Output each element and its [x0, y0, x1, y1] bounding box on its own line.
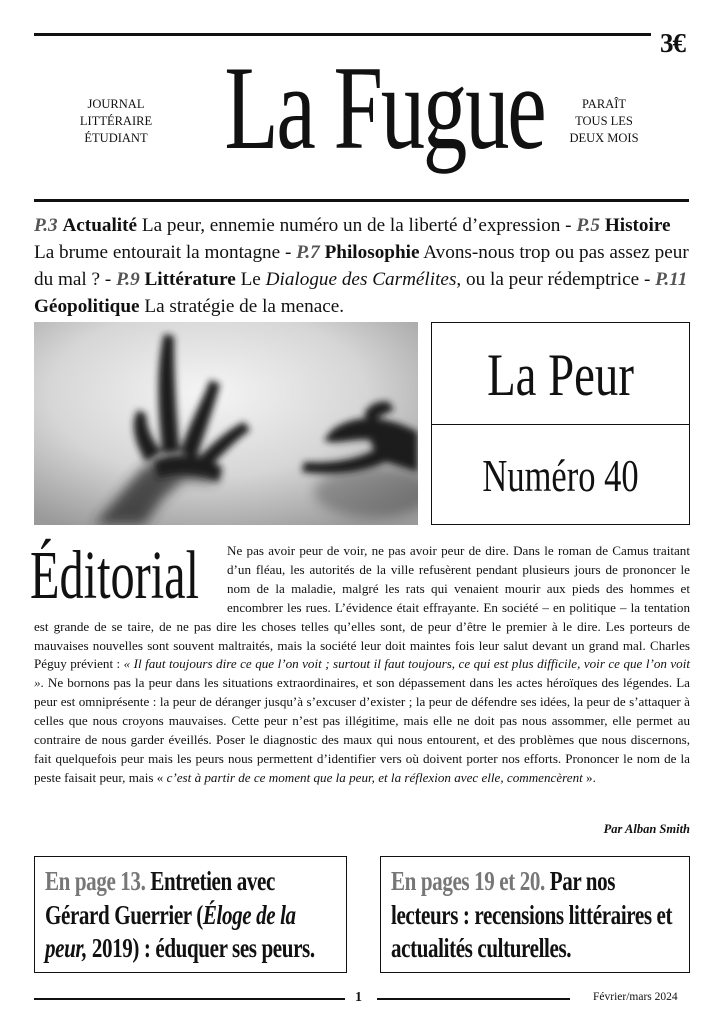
quote-mark: ». [582, 769, 596, 785]
issue-number: Numéro 40 [482, 450, 639, 501]
camus-quote: c’est à partir de ce moment que la peur, et la réflexion avec elle, commencèrent [166, 769, 583, 785]
toc-page: P.5 [576, 215, 601, 236]
footer-rule-left [34, 998, 345, 1000]
toc-book-title: Dialogue des Carmélites [265, 269, 457, 290]
teaser-page-ref: En pages 19 et 20. [391, 866, 545, 896]
teaser-readers [380, 856, 690, 973]
masthead-title: La Fugue [224, 41, 545, 174]
peguy-quote: « Il faut toujours dire ce que l’on voit ; surtout il faut toujours, ce qui est plus difficile, voir ce que l’on voit » [34, 656, 691, 691]
toc-text: , ou la peur rédemptrice - [456, 269, 656, 290]
editorial-author: Par Alban Smith [603, 822, 690, 836]
toc-page: P.9 [116, 269, 140, 290]
teaser-text: Par nos lecteurs : recensions littéraires et actualités culturelles. [391, 866, 673, 963]
teaser-book-title: Éloge de la peur, [45, 899, 296, 963]
frequency-line: TOUS LES [575, 114, 633, 128]
journal-tagline [56, 96, 176, 147]
tagline-line: JOURNAL [87, 97, 145, 111]
toc-text: Le [235, 269, 266, 290]
teaser-page-ref: En page 13. [45, 866, 146, 896]
toc-page: P.11 [655, 269, 688, 290]
toc-text: La stratégie de la menace. [139, 296, 345, 317]
toc-text: La peur, ennemie numéro un de la liberté d’expression - [137, 215, 577, 236]
price-label: 3€ [660, 28, 685, 58]
table-of-contents [34, 212, 694, 320]
tagline-line: LITTÉRAIRE [79, 114, 153, 128]
toc-text: La brume entourait la montagne - [34, 242, 297, 263]
frequency-line: PARAÎT [582, 97, 626, 111]
toc-section: Littérature [144, 269, 236, 290]
editorial-paragraph: Ne pas avoir peur de voir, ne pas avoir peur de dire. Dans le roman de Camus traitant d’un fléau, les autorités de la ville refusèrent pendant plusieurs jours de prononcer le nom de la maladie, malgré les rats qui venaient mourir aux pieds des hommes et encombrer les rues. L’évidence était effrayante. En société – en politique – la tentation est grande de se taire, de ne pas dire les choses telles qu’elles sont, de peur d’être le premier à le dire. Les porteurs de mauvaises nouvelles sont souvent maltraités, mais la société leur doit maintes fois leur salut devant un grand mal. Charles Péguy prévient : [34, 543, 690, 672]
hands-photo [34, 322, 418, 525]
toc-section: Histoire [604, 215, 671, 236]
publication-frequency [544, 96, 664, 147]
teaser-interview [34, 856, 347, 973]
frequency-line: DEUX MOIS [569, 131, 639, 145]
teaser-text: 2019) : éduquer ses peurs. [86, 933, 315, 963]
toc-section: Philosophie [324, 242, 420, 263]
page-number: 1 [355, 990, 362, 1005]
title-box-divider [432, 424, 689, 425]
toc-page: P.3 [34, 215, 58, 236]
editorial-heading: Éditorial [30, 537, 200, 613]
issue-theme: La Peur [487, 342, 634, 408]
issue-date: Février/mars 2024 [593, 991, 678, 1003]
editorial-text [34, 542, 690, 788]
toc-section: Géopolitique [34, 296, 140, 317]
editorial-paragraph: . Ne bornons pas la peur dans les situations extraordinaires, et son dépassement dans les actes héroïques des légendes. La peur est omniprésente : la peur de déranger jusqu’à s’excuser d’exister ; la peur de défendre ses idées, la peur de s’attaquer à celles que nous croyons mauvaises. Cette peur n’est pas illégitime, mais elle ne doit pas nous assommer, elle permet au contraire de nous garder éveillés. Poser le diagnostic des maux qui nous entourent, et des problèmes que nous discernons, fait quelquefois peur mais les peurs nous permettent d’identifier vers où doivent porter nos efforts. Prononcer le nom de la peste faisait peur, mais [34, 675, 690, 785]
teaser-text: Entretien avec Gérard Guerrier ( [45, 866, 275, 930]
toc-section: Actualité [62, 215, 138, 236]
top-rule [34, 33, 651, 36]
toc-text: Avons-nous trop ou pas assez peur du mal ? - [34, 242, 689, 290]
header-rule [34, 199, 689, 202]
tagline-line: ÉTUDIANT [84, 131, 148, 145]
toc-page: P.7 [296, 242, 320, 263]
issue-title-box [431, 322, 690, 525]
quote-mark: « [156, 769, 167, 785]
footer-rule-right [377, 998, 570, 1000]
hands-shadow-illustration [34, 322, 418, 525]
